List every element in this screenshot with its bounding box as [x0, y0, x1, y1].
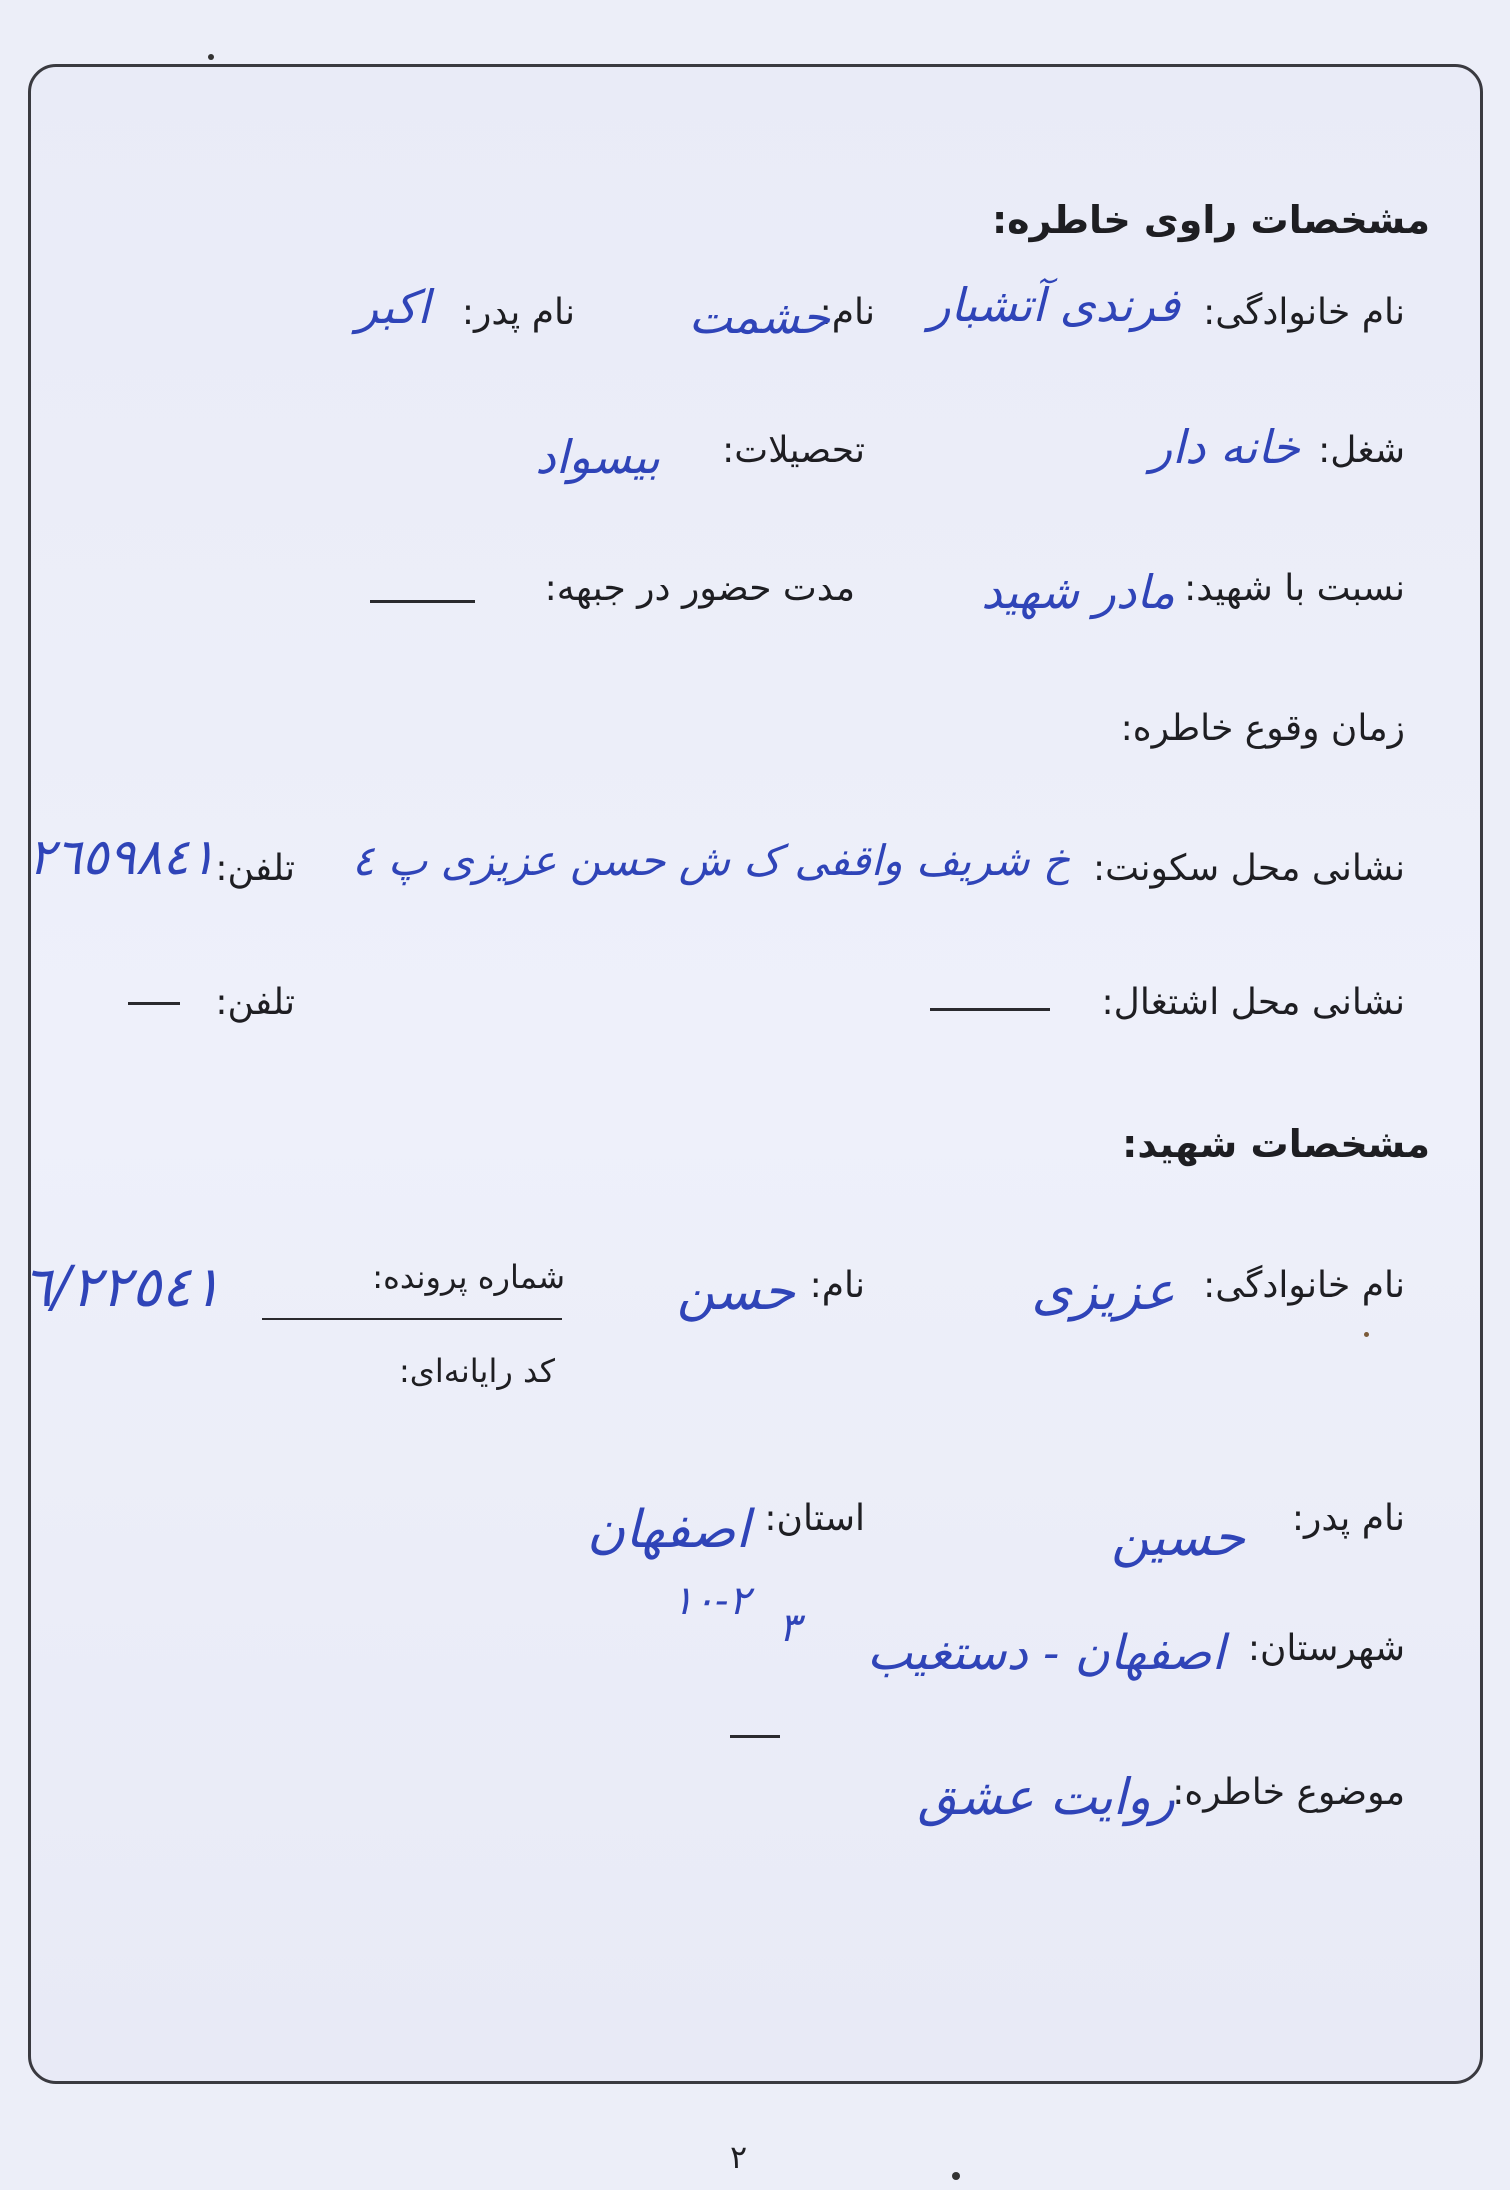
martyr-family-name-value: عزیزی: [1031, 1262, 1175, 1322]
memory-time-label: زمان وقوع خاطره:: [1120, 708, 1405, 749]
residence-phone-value: ٢٦٥٩٨٤١: [28, 828, 216, 886]
narrator-father-name-value: اکبر: [356, 280, 430, 334]
front-duration-blank: [370, 600, 475, 603]
file-number-label: شماره پرونده:: [372, 1258, 565, 1296]
martyr-father-name-label: نام پدر:: [1291, 1498, 1405, 1539]
city-value: اصفهان - دستغیب: [867, 1625, 1225, 1681]
city-underline: [730, 1735, 780, 1738]
memory-topic-label: موضوع خاطره:: [1172, 1772, 1405, 1813]
work-phone-label: تلفن:: [215, 982, 295, 1023]
education-value: بیسواد: [535, 430, 660, 484]
scan-speck: [208, 54, 214, 60]
work-address-blank: [930, 1008, 1050, 1011]
narrator-father-name-label: نام پدر:: [461, 292, 575, 333]
narrator-name-label: نام:: [819, 292, 875, 333]
scan-speck: [952, 2172, 960, 2180]
province-value: اصفهان: [587, 1500, 750, 1560]
work-phone-blank: [128, 1002, 180, 1005]
martyr-family-name-label: نام خانوادگی:: [1203, 1265, 1405, 1306]
computer-code-label: کد رایانه‌ای:: [399, 1352, 555, 1390]
martyr-name-value: حسن: [676, 1262, 795, 1322]
page-number: ٢: [730, 2138, 748, 2176]
scan-speck: [1364, 1332, 1369, 1337]
work-address-label: نشانی محل اشتغال:: [1101, 982, 1405, 1023]
residence-phone-label: تلفن:: [215, 848, 295, 889]
martyr-father-name-value: حسین: [1111, 1508, 1245, 1568]
narrator-name-value: حشمت: [688, 290, 830, 344]
relation-label: نسبت با شهید:: [1184, 568, 1405, 609]
martyr-heading: مشخصات شهید:: [1122, 1122, 1430, 1166]
file-number-value: ٦/٢٢٥٤١: [22, 1255, 222, 1320]
relation-value: مادر شهید: [981, 565, 1175, 619]
city-label: شهرستان:: [1247, 1628, 1405, 1669]
narrator-family-name-value: فرندی آتشبار: [928, 278, 1180, 332]
front-duration-label: مدت حضور در جبهه:: [544, 568, 855, 609]
city-note: ٢-١٠: [672, 1578, 750, 1624]
job-label: شغل:: [1318, 430, 1405, 471]
memory-topic-value: روایت عشق: [917, 1768, 1175, 1826]
narrator-family-name-label: نام خانوادگی:: [1203, 292, 1405, 333]
education-label: تحصیلات:: [722, 430, 865, 471]
residence-address-value: خ شریف واقفی ک ش حسن عزیزی پ ٤: [351, 836, 1070, 885]
narrator-heading: مشخصات راوی خاطره:: [991, 198, 1430, 242]
province-label: استان:: [764, 1498, 865, 1539]
city-note-2: ٣: [778, 1605, 800, 1651]
job-value: خانه دار: [1149, 420, 1300, 474]
residence-address-label: نشانی محل سکونت:: [1093, 848, 1405, 889]
file-number-line: [262, 1318, 562, 1320]
martyr-name-label: نام:: [809, 1265, 865, 1306]
